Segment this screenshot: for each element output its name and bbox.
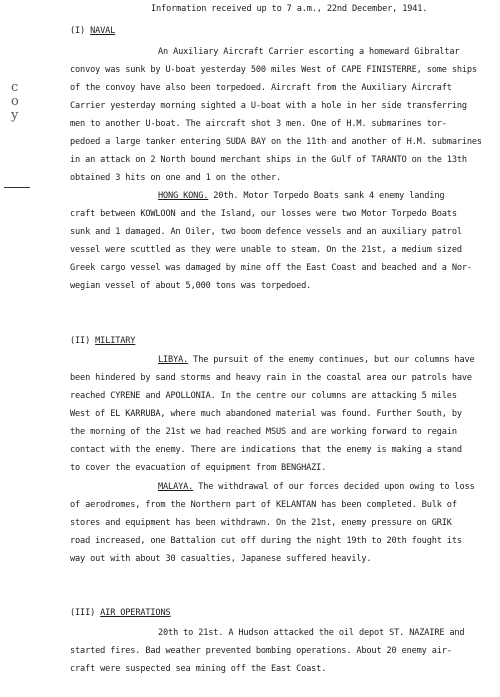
section-number: (II) xyxy=(70,336,91,346)
section-naval-heading xyxy=(70,26,115,37)
military-para1-line5: the morning of the 21st we had reached MSUS and are working forward to regain xyxy=(70,427,457,437)
military-para1-line7: to cover the evacuation of equipment from BENGHAZI. xyxy=(70,463,327,473)
naval-para1-line8: obtained 3 hits on one and 1 on the other. xyxy=(70,173,282,183)
margin-dash xyxy=(4,187,30,188)
naval-para1-line3: of the convoy have also been torpedoed. Aircraft from the Auxiliary Aircraft xyxy=(70,83,452,93)
naval-para1-line7: in an attack on 2 North bound merchant ships in the Gulf of TARANTO on the 13th xyxy=(70,155,467,165)
paragraph-lead: LIBYA. xyxy=(158,355,189,365)
section-number: (III) xyxy=(70,608,96,618)
military-para2-line4: road increased, one Battalion cut off during the night 19th to 20th fought its xyxy=(70,536,462,546)
naval-para1-line1: An Auxiliary Aircraft Carrier escorting a homeward Gibraltar xyxy=(158,47,460,57)
air-para1-line2: started fires. Bad weather prevented bombing operations. About 20 enemy air- xyxy=(70,646,452,656)
military-para1-line3: reached CYRENE and APOLLONIA. In the centre our columns are attacking 5 miles xyxy=(70,391,457,401)
naval-para2-line3: sunk and 1 damaged. An Oiler, two boom defence vessels and an auxiliary patrol xyxy=(70,227,462,237)
section-military-heading xyxy=(70,336,135,347)
military-para1-line4: West of EL KARRUBA, where much abandoned material was found. Further South, by xyxy=(70,409,462,419)
air-para1-line3: craft were suspected sea mining off the East Coast. xyxy=(70,664,327,674)
naval-para2-line1 xyxy=(158,191,444,202)
naval-para2-line5: Greek cargo vessel was damaged by mine off the East Coast and beached and a Nor- xyxy=(70,263,472,273)
section-number: (I) xyxy=(70,26,86,36)
naval-para1-line4: Carrier yesterday morning sighted a U-boat with a hole in her side transferring xyxy=(70,101,467,111)
naval-para2-line2: craft between KOWLOON and the Island, our losses were two Motor Torpedo Boats xyxy=(70,209,457,219)
military-para1-line1 xyxy=(158,355,475,366)
naval-para1-line2: convoy was sunk by U-boat yesterday 500 miles West of CAPE FINISTERRE, some ships xyxy=(70,65,477,75)
paragraph-lead: MALAYA. xyxy=(158,482,194,492)
military-para2-line3: stores and equipment has been withdrawn. On the 21st, enemy pressure on GRIK xyxy=(70,518,452,528)
naval-para2-line6: wegian vessel of about 5,000 tons was torpedoed. xyxy=(70,281,312,291)
paragraph-lead: HONG KONG. xyxy=(158,191,209,201)
paragraph-first-line: The withdrawal of our forces decided upon owing to loss xyxy=(193,482,475,492)
naval-para1-line6: pedoed a large tanker entering SUDA BAY on the 11th and another of H.M. submarines xyxy=(70,137,482,147)
margin-annotation-1: c xyxy=(11,80,19,95)
section-title: NAVAL xyxy=(90,26,116,36)
naval-para1-line5: men to another U-boat. The aircraft shot 3 men. One of H.M. submarines tor- xyxy=(70,119,447,129)
military-para1-line6: contact with the enemy. There are indications that the enemy is making a stand xyxy=(70,445,462,455)
military-para2-line5: way out with about 30 casualties, Japanese suffered heavily. xyxy=(70,554,372,564)
margin-annotation-2: o xyxy=(11,94,19,109)
military-para2-line2: of aerodromes, from the Northern part of KELANTAN has been completed. Bulk of xyxy=(70,500,457,510)
naval-para2-line4: vessel were scuttled as they were unable to steam. On the 21st, a medium sized xyxy=(70,245,462,255)
military-para2-line1 xyxy=(158,482,475,493)
paragraph-first-line: 20th. Motor Torpedo Boats sank 4 enemy landing xyxy=(208,191,445,201)
air-para1-line1: 20th to 21st. A Hudson attacked the oil depot ST. NAZAIRE and xyxy=(158,628,465,638)
document-header: Information received up to 7 a.m., 22nd December, 1941. xyxy=(151,4,428,14)
section-air-heading xyxy=(70,608,171,619)
military-para1-line2: been hindered by sand storms and heavy rain in the coastal area our patrols have xyxy=(70,373,472,383)
paragraph-first-line: The pursuit of the enemy continues, but our columns have xyxy=(188,355,475,365)
section-title: AIR OPERATIONS xyxy=(100,608,171,618)
section-title: MILITARY xyxy=(95,336,136,346)
margin-annotation-3: y xyxy=(11,108,19,123)
